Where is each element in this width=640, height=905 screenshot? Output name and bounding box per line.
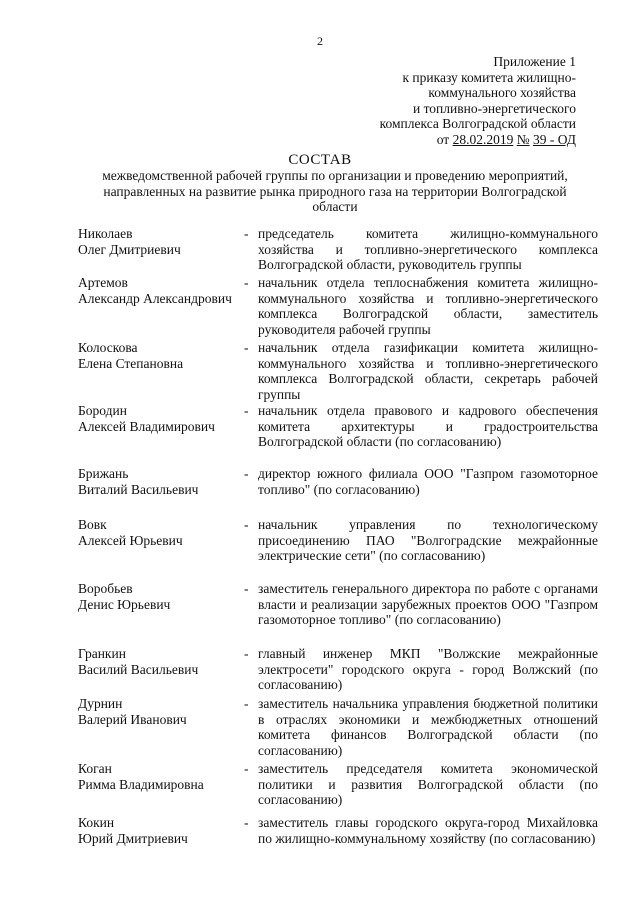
order-date: 28.02.2019 <box>452 131 514 147</box>
member-role: главный инженер МКП "Волжские межрайонные электросети" городского округа - город Волжский (по согласованию) <box>258 646 598 692</box>
separator-dash: - <box>244 696 249 711</box>
separator-dash: - <box>244 340 249 355</box>
member-name: Дурнин Валерий Иванович <box>78 696 187 727</box>
member-name: Гранкин Василий Васильевич <box>78 646 199 677</box>
member-name: Артемов Александр Александрович <box>78 275 232 306</box>
member-role: начальник управления по технологическому присоединению ПАО "Волгоградские межрайонные электрические сети" (по согласованию) <box>258 517 598 563</box>
appendix-line-4: и топливно-энергетического <box>412 100 576 116</box>
appendix-line-3: коммунального хозяйства <box>428 85 576 100</box>
separator-dash: - <box>244 581 249 596</box>
appendix-header <box>276 54 576 147</box>
member-role: заместитель начальника управления бюджетной политики в отраслях экономики и межбюджетных отношений комитета финансов Волгоградской области (по согласованию) <box>258 696 598 758</box>
page-number: 2 <box>317 34 323 48</box>
order-number: 39 - ОД <box>532 131 576 147</box>
separator-dash: - <box>244 815 249 830</box>
member-role: начальник отдела правового и кадрового обеспечения комитета архитектуры и градостроительства Волгоградской области (по согласованию) <box>258 403 598 449</box>
member-name: Кокин Юрий Дмитриевич <box>78 815 188 846</box>
separator-dash: - <box>244 403 249 418</box>
member-role: заместитель главы городского округа-город Михайловка по жилищно-коммунальному хозяйству (по согласованию) <box>258 815 598 846</box>
member-role: заместитель генерального директора по работе с органами власти и реализации зарубежных проектов ООО "Газпром газомоторное топливо" (по согласованию) <box>258 581 598 627</box>
member-name: Воробьев Денис Юрьевич <box>78 581 171 612</box>
separator-dash: - <box>244 466 249 481</box>
member-name: Вовк Алексей Юрьевич <box>78 517 183 548</box>
member-role: директор южного филиала ООО "Газпром газомоторное топливо" (по согласованию) <box>258 466 598 497</box>
separator-dash: - <box>244 761 249 776</box>
member-role: начальник отдела газификации комитета жилищно-коммунального хозяйства и топливно-энергетического комплекса Волгоградской области, секретарь рабочей группы <box>258 340 598 402</box>
member-role: заместитель председателя комитета экономической политики и развития Волгоградской области (по согласованию) <box>258 761 598 807</box>
date-prefix: от <box>436 131 450 147</box>
appendix-line-2: к приказу комитета жилищно- <box>402 69 576 85</box>
appendix-line-5: комплекса Волгоградской области <box>379 116 576 131</box>
separator-dash: - <box>244 646 249 661</box>
number-sign: № <box>516 131 530 147</box>
member-name: Бородин Алексей Владимирович <box>78 403 215 434</box>
document-subtitle: межведомственной рабочей группы по организации и проведению мероприятий, направленных на развитие рынка природного газа на территории Волгоградской области <box>102 168 568 214</box>
member-name: Николаев Олег Дмитриевич <box>78 226 181 257</box>
member-role: начальник отдела теплоснабжения комитета жилищно-коммунального хозяйства и топливно-энергетического комплекса Волгоградской области, заместитель руководителя рабочей группы <box>258 275 598 337</box>
member-name: Коган Римма Владимировна <box>78 761 204 792</box>
appendix-date-line <box>276 132 576 148</box>
member-name: Колоскова Елена Степановна <box>78 340 184 371</box>
separator-dash: - <box>244 517 249 532</box>
member-name: Брижань Виталий Васильевич <box>78 466 199 497</box>
document-title: СОСТАВ <box>288 152 352 168</box>
separator-dash: - <box>244 275 249 290</box>
member-role: председатель комитета жилищно-коммунального хозяйства и топливно-энергетического комплекса Волгоградской области, руководитель группы <box>258 226 598 272</box>
appendix-line-1: Приложение 1 <box>493 54 576 69</box>
separator-dash: - <box>244 226 249 241</box>
